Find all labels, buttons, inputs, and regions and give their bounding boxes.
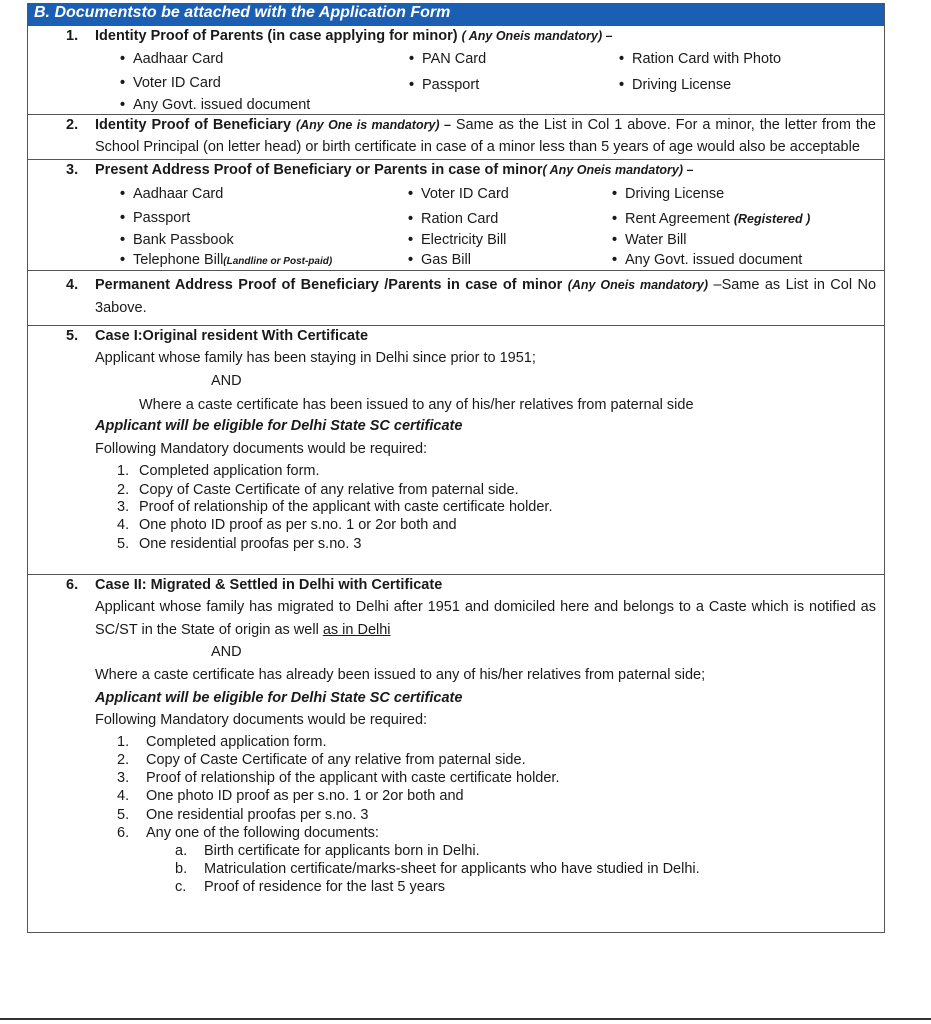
item-number: 6. [66,577,79,593]
case-title: Case I:Original resident With Certificate [95,328,369,344]
divider [28,325,884,326]
sub-item-letter: c. [175,879,187,895]
following-text: Following Mandatory documents would be required: [95,712,428,728]
item-title: Present Address Proof of Beneficiary or Parents in case of minor [95,162,543,178]
item-text: Same as the List in Col 1 above. For a minor, the letter from the [455,117,876,133]
numbered-item-num: 4. [117,517,130,533]
mandatory-note: (Any One is mandatory) – [295,118,451,132]
list-item: • Voter ID Card [133,74,221,92]
divider [28,270,884,271]
item-number: 5. [66,328,79,344]
divider [28,159,884,160]
mandatory-note: ( Any Oneis mandatory) – [461,29,613,43]
numbered-item: One residential proofas per s.no. 3 [139,536,362,552]
list-item: • Electricity Bill [421,231,506,249]
numbered-item-num: 6. [117,825,130,841]
numbered-item-num: 3. [117,770,130,786]
divider [28,114,884,115]
eligibility-text: Applicant will be eligible for Delhi State SC certificate [95,690,463,706]
case-text: Where a caste certificate has already been issued to any of his/her relatives from paternal side; [95,667,706,683]
list-item-label: Telephone Bill [133,252,224,268]
page-bottom-edge [0,1018,931,1020]
item-title: Identity Proof of Parents (in case applying for minor) [95,28,458,44]
list-item: • Voter ID Card [421,185,509,203]
numbered-item-num: 2. [117,482,130,498]
item-title-row [95,161,693,179]
case-text: Applicant whose family has migrated to Delhi after 1951 and domiciled here and belongs to a Caste which is notified as [95,599,876,615]
sub-item-letter: a. [175,843,188,859]
list-item: • Passport [422,76,479,94]
list-item [133,251,332,271]
numbered-item-num: 4. [117,788,130,804]
case-title: Case II: Migrated & Settled in Delhi with Certificate [95,577,443,593]
telephone-note: (Landline or Post-paid) [223,256,333,267]
numbered-item: One photo ID proof as per s.no. 1 or 2or both and [139,517,457,533]
section-header-title: B. Documentsto be attached with the Application Form [34,4,451,21]
numbered-item: Copy of Caste Certificate of any relative from paternal side. [146,752,526,768]
item-text: 3above. [95,300,147,316]
list-item: • Aadhaar Card [133,50,223,68]
list-item: • Bank Passbook [133,231,234,249]
case-text: Applicant whose family has been staying in Delhi since prior to 1951; [95,350,536,366]
following-text: Following Mandatory documents would be required: [95,441,428,457]
list-item: • PAN Card [422,50,486,68]
list-item: • Gas Bill [421,251,471,269]
list-item: • Water Bill [625,231,687,249]
numbered-item-num: 1. [117,734,130,750]
item-text: –Same as List in Col No [713,277,877,293]
sub-item: Matriculation certificate/marks-sheet for applicants who have studied in Delhi. [204,861,700,877]
item-title-row [95,116,876,134]
section-header-bar [28,3,884,25]
underlined-text: as in Delhi [322,622,391,638]
and-text: AND [211,644,242,660]
item-number: 2. [66,117,79,133]
list-item: • Driving License [632,76,731,94]
sub-item: Proof of residence for the last 5 years [204,879,445,895]
registered-note: (Registered ) [733,212,811,226]
item-title: Permanent Address Proof of Beneficiary /Parents in case of minor [95,277,563,293]
case-text-part: SC/ST in the State of origin as well [95,622,323,638]
mandatory-note: ( Any Oneis mandatory) – [542,163,694,177]
numbered-item-num: 5. [117,807,130,823]
numbered-item: Proof of relationship of the applicant with caste certificate holder. [139,499,553,515]
numbered-item-num: 1. [117,463,130,479]
mandatory-note: (Any Oneis mandatory) [567,278,709,292]
numbered-item: Completed application form. [139,463,320,479]
and-text: AND [211,373,242,389]
item-title-row [95,27,613,45]
item-text: School Principal (on letter head) or birth certificate in case of a minor less than 5 years of age would also be acceptable [95,139,860,155]
list-item: • Driving License [625,185,724,203]
list-item: • Ration Card [421,210,498,228]
list-item: • Any Govt. issued document [133,96,310,114]
numbered-item-num: 5. [117,536,130,552]
numbered-item: Proof of relationship of the applicant with caste certificate holder. [146,770,560,786]
sub-item-letter: b. [175,861,188,877]
numbered-item-num: 2. [117,752,130,768]
item-number: 1. [66,28,79,44]
item-title: Identity Proof of Beneficiary [95,117,292,133]
list-item-label: Rent Agreement [625,211,730,227]
case-text: Where a caste certificate has been issued to any of his/her relatives from paternal side [139,397,694,413]
numbered-item: One photo ID proof as per s.no. 1 or 2or both and [146,788,464,804]
eligibility-text: Applicant will be eligible for Delhi State SC certificate [95,418,463,434]
numbered-item: Copy of Caste Certificate of any relative from paternal side. [139,482,519,498]
item-number: 4. [66,277,79,293]
sub-item: Birth certificate for applicants born in Delhi. [204,843,480,859]
numbered-item: Any one of the following documents: [146,825,379,841]
item-number: 3. [66,162,79,178]
numbered-item: One residential proofas per s.no. 3 [146,807,369,823]
list-item: • Ration Card with Photo [632,50,781,68]
list-item [625,210,810,228]
divider [28,25,884,26]
item-title-row [95,276,876,294]
list-item: • Any Govt. issued document [625,251,802,269]
list-item: • Passport [133,209,190,227]
numbered-item: Completed application form. [146,734,327,750]
numbered-item-num: 3. [117,499,130,515]
case-text [95,621,391,639]
divider [28,574,884,575]
list-item: • Aadhaar Card [133,185,223,203]
